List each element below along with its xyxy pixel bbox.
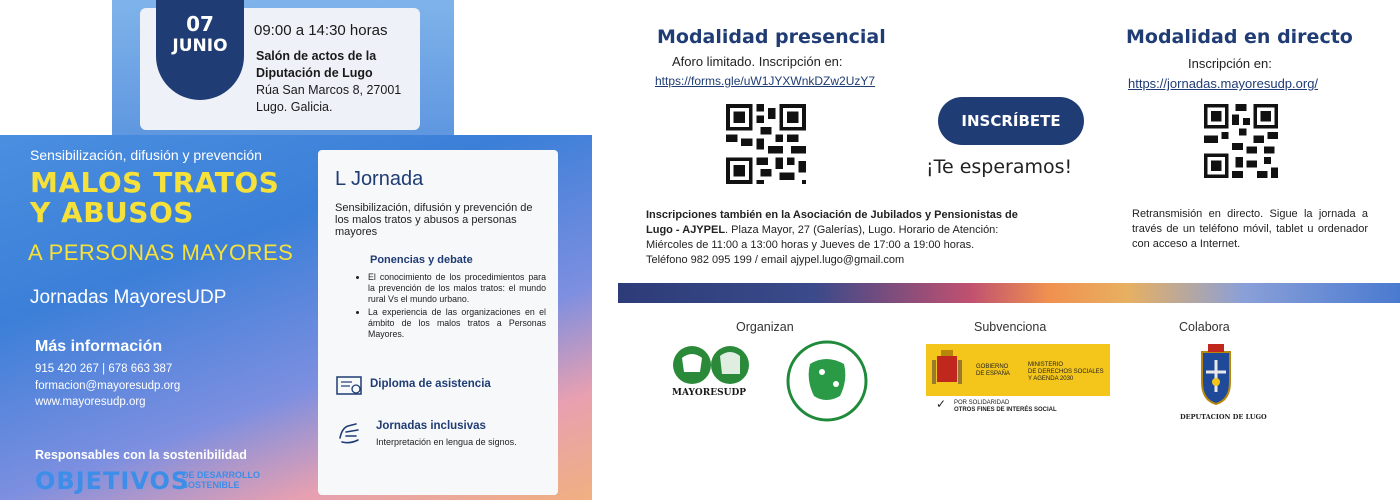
sustainability-label: Responsables con la sostenibilidad xyxy=(35,448,247,462)
deputacion-text: DEPUTACION DE LUGO xyxy=(1180,413,1267,421)
subvenciona-label: Subvenciona xyxy=(974,320,1047,334)
ods-logo-sub xyxy=(182,470,260,490)
list-item: • El conocimiento de los procedimientos para la prevención de los malos tratos: el mundo rural Vs el mundo urbano. xyxy=(368,272,546,305)
decorative-band xyxy=(618,283,1400,303)
title-line-2: Y ABUSOS xyxy=(30,196,194,229)
colabora-label: Colabora xyxy=(1179,320,1230,334)
deputacion-coat-icon xyxy=(1194,344,1238,408)
gobierno-text xyxy=(976,364,1010,378)
welcome-text: ¡Te esperamos! xyxy=(926,156,1073,178)
event-poster xyxy=(0,0,592,500)
check-icon: ✓ xyxy=(936,397,947,411)
contact-info xyxy=(35,361,180,411)
venue-line-4: Lugo. Galicia. xyxy=(256,100,333,114)
gobierno-logo xyxy=(926,344,1110,396)
gobierno-line-2: DE ESPAÑA xyxy=(976,371,1010,377)
ajypel-address: . Plaza Mayor, 27 (Galerías), Lugo. Horario de Atención: xyxy=(725,224,999,236)
contact-email[interactable]: formacion@mayoresudp.org xyxy=(35,379,181,392)
title-line-1: MALOS TRATOS xyxy=(30,166,280,199)
ministerio-line-3: Y AGENDA 2030 xyxy=(1028,376,1074,382)
event-subtitle: Sensibilización, difusión y prevención xyxy=(30,147,262,163)
inclusivas-label: Jornadas inclusivas xyxy=(376,420,486,432)
qr-code-directo xyxy=(1204,104,1278,178)
directo-link[interactable]: https://jornadas.mayoresudp.org/ xyxy=(1128,76,1319,91)
contact-phone: 915 420 267 | 678 663 387 xyxy=(35,363,173,375)
diploma-label: Diploma de asistencia xyxy=(370,378,491,390)
inscribete-button[interactable]: INSCRÍBETE xyxy=(938,97,1084,145)
ministerio-line-2: DE DERECHOS SOCIALES xyxy=(1028,369,1104,375)
card-description: Sensibilización, difusión y prevención de los malos tratos y abusos a personas mayores xyxy=(335,202,533,238)
ministerio-line-1: MINISTERIO xyxy=(1028,362,1064,368)
event-venue xyxy=(256,48,406,116)
solidaridad-line-1: POR SOLIDARIDAD xyxy=(954,400,1010,406)
ods-sub-2: SOSTENIBLE xyxy=(182,480,240,490)
jornadas-label: Jornadas MayoresUDP xyxy=(30,287,227,308)
directo-title: Modalidad en directo xyxy=(1126,26,1353,48)
ajypel-info xyxy=(646,208,1046,268)
retransmision-info: Retransmisión en directo. Sigue la jornada a través de un teléfono móvil, tablet u ordenador con acceso a Internet. xyxy=(1132,208,1368,250)
title-line-3: A PERSONAS MAYORES xyxy=(28,240,294,265)
ajypel-contact: Teléfono 982 095 199 / email ajypel.lugo@gmail.com xyxy=(646,254,905,266)
directo-text: Inscripción en: xyxy=(1188,56,1272,71)
ods-logo: OBJETIVOS xyxy=(35,467,190,495)
venue-line-2: Diputación de Lugo xyxy=(256,66,373,80)
organizan-label: Organizan xyxy=(736,320,794,334)
venue-line-3: Rúa San Marcos 8, 27001 xyxy=(256,83,402,97)
solidaridad-line-2: OTROS FINES DE INTERÉS SOCIAL xyxy=(954,407,1057,413)
ajypel-hours: Miércoles de 11:00 a 13:00 horas y Jueves de 17:00 a 19:00 horas. xyxy=(646,239,975,251)
ministerio-text xyxy=(1028,362,1104,383)
ponencias-list xyxy=(358,272,546,342)
ajypel-bold: Inscripciones también en la Asociación de Jubilados y Pensionistas de Lugo - AJYPEL xyxy=(646,209,1018,236)
presencial-title: Modalidad presencial xyxy=(657,26,886,48)
mayoresudp-logo xyxy=(670,344,756,394)
date-month: JUNIO xyxy=(172,36,228,56)
registration-panel xyxy=(592,0,1400,500)
jornada-card xyxy=(318,150,558,495)
ajypel-logo xyxy=(786,340,868,422)
contact-web[interactable]: www.mayoresudp.org xyxy=(35,396,146,408)
presencial-text: Aforo limitado. Inscripción en: xyxy=(672,54,843,69)
date-badge xyxy=(156,0,244,100)
inclusivas-sub: Interpretación en lengua de signos. xyxy=(376,437,517,447)
more-info-heading: Más información xyxy=(35,338,163,355)
mayoresudp-logo-text: MAYORESUDP xyxy=(672,388,747,398)
venue-line-1: Salón de actos de la xyxy=(256,49,377,63)
solidaridad-text xyxy=(954,400,1057,414)
sign-language-icon xyxy=(336,418,366,446)
ods-sub-1: DE DESARROLLO xyxy=(182,470,261,480)
event-title xyxy=(30,168,279,228)
event-time: 09:00 a 14:30 horas xyxy=(254,22,388,39)
spain-coat-icon xyxy=(932,348,962,392)
list-item: • La experiencia de las organizaciones en el ámbito de los malos tratos a Personas Mayores. xyxy=(368,307,546,340)
ponencias-heading: Ponencias y debate xyxy=(370,254,473,266)
gobierno-line-1: GOBIERNO xyxy=(976,364,1009,370)
card-title: L Jornada xyxy=(335,168,424,190)
presencial-link[interactable]: https://forms.gle/uW1JYXWnkDZw2UzY7 xyxy=(655,74,876,88)
date-day: 07 xyxy=(186,12,214,36)
qr-code-presencial xyxy=(726,104,806,184)
diploma-icon xyxy=(336,375,364,397)
